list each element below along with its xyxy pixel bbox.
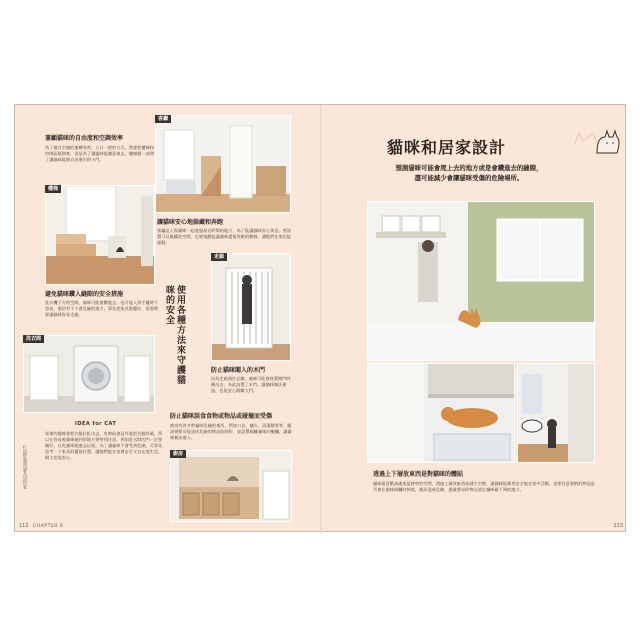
safe-place-body: 客廳是人與貓咪一起度過最長時間的地方，為了能讓貓咪安心休息，要設置可以躲藏的空間，也要規劃能讓貓咪盡情奔跑的動線，讓牠們在家也能運動。 bbox=[157, 228, 291, 245]
bedroom-photo bbox=[367, 201, 595, 361]
closet-cat-photo bbox=[367, 363, 515, 463]
washing-machine-illustration bbox=[24, 336, 155, 413]
escape-title: 避免貓咪鑽入縫隙的安全措施 bbox=[45, 291, 124, 298]
living-room-photo bbox=[155, 115, 291, 213]
vertical-headline bbox=[163, 285, 185, 385]
doorway-cat-illustration bbox=[518, 364, 595, 463]
stairs-photo bbox=[45, 185, 155, 285]
idea-body: 家裡的貓咪會把衣服拉扯出去，有時候會意外地把衣服咬破，所以在容易被貓咪碰到的地方要特別注意。例如洗衣間的門一定要關好，以免貓咪跑進去玩耍。為了讓貓咪不會受到危險，可事先思考一下家具的擺放位置，讓牠們能在家裡安全又自在地生活，飼主也能安心。 bbox=[45, 431, 163, 460]
chapter-label: CHAPTER 6 bbox=[33, 524, 64, 529]
free-cooling-title: 兼顧貓咪的自由度和空調效率 bbox=[45, 135, 124, 142]
escape-body: 洗衣機下方的空隙，貓咪可能會鑽進去，也可能入到手邊時不容易。衛浴有不少會危險的地方，事先把家具都擺好，需要時要讓貓咪容易走避。 bbox=[45, 300, 159, 317]
closet-body: 貓咪最喜歡高處或是狹窄的空間，透過上層放東西或減少空隙，讓貓咪能夠更安全地在家中活動。也要注意收納的物品是否會在貓咪接觸時掉落，進而造成危險，盡量將易碎物品放在貓咪碰不到的地方。 bbox=[373, 481, 595, 492]
stairs-illustration bbox=[46, 186, 155, 285]
lead-line-1: 預測貓咪可能會爬上去的地方或是會鑽進去的縫隙， bbox=[395, 164, 543, 172]
cat-doodle-icon bbox=[571, 119, 621, 159]
side-running-title: 打造舒適與貓共居的家 bbox=[22, 445, 27, 489]
safe-place-title: 讓貓咪安心地躲藏和奔跑 bbox=[157, 219, 224, 226]
bedroom-illustration bbox=[368, 202, 595, 361]
lead-text bbox=[369, 163, 569, 183]
right-page bbox=[321, 105, 627, 533]
door-title: 防止貓咪闖入的木門 bbox=[211, 367, 266, 374]
book-spread bbox=[14, 104, 626, 532]
doorway-cat-photo bbox=[517, 363, 595, 463]
right-page-number: 113 bbox=[613, 523, 623, 529]
living-room-tag: 客廳 bbox=[155, 115, 171, 123]
door-body: 因為走廊通往玄關，貓咪可能會趁著開門時衝出去，為此設置了木門，讓貓咪無法通過，也能安心開關大門。 bbox=[211, 376, 291, 393]
vertical-headline-text: 使用各種方法來守護貓咪的安全 bbox=[164, 285, 185, 385]
kitchen-shelf-illustration bbox=[171, 451, 292, 522]
hallway-tag: 走廊 bbox=[211, 253, 227, 261]
laundry-photo bbox=[23, 335, 155, 413]
closet-cat-illustration bbox=[368, 364, 515, 463]
kitchen-tag: 廚房 bbox=[170, 450, 186, 458]
left-page bbox=[15, 105, 321, 533]
living-room-illustration bbox=[156, 116, 291, 213]
closet-title: 透過上下層放東西是對貓咪的體貼 bbox=[373, 471, 464, 478]
laundry-tag: 洗衣間 bbox=[23, 335, 44, 343]
hallway-door-illustration bbox=[212, 254, 291, 361]
kitchen-body: 廚房有許多對貓咪危險的東西，例如刀具、爐火、清潔劑等等，應該要將可能造成危險的物品收納好，並設置隔離貓咪的柵欄，讓貓咪無法進入。 bbox=[170, 423, 292, 440]
page-title: 貓咪和居家設計 bbox=[387, 138, 507, 157]
left-page-number: 112 bbox=[19, 523, 29, 529]
kitchen-photo bbox=[170, 450, 292, 522]
idea-label: IDEA for CAT bbox=[75, 421, 117, 427]
kitchen-title: 防止貓咪誤食食物或物品或碰撞而受傷 bbox=[170, 413, 273, 420]
stairs-tag: 樓梯 bbox=[45, 185, 61, 193]
free-cooling-body: 為了提升空調的運轉效率，入口一般的方式，我會把樓梯和房間區隔開來，但是為了讓貓咪能隨意來去，樓梯縫一部開了讓貓咪能夠自由進出的小門。 bbox=[45, 145, 154, 162]
lead-line-2: 盡可能減少會讓貓咪受傷的危險場所。 bbox=[414, 174, 524, 182]
hallway-photo bbox=[211, 253, 291, 361]
